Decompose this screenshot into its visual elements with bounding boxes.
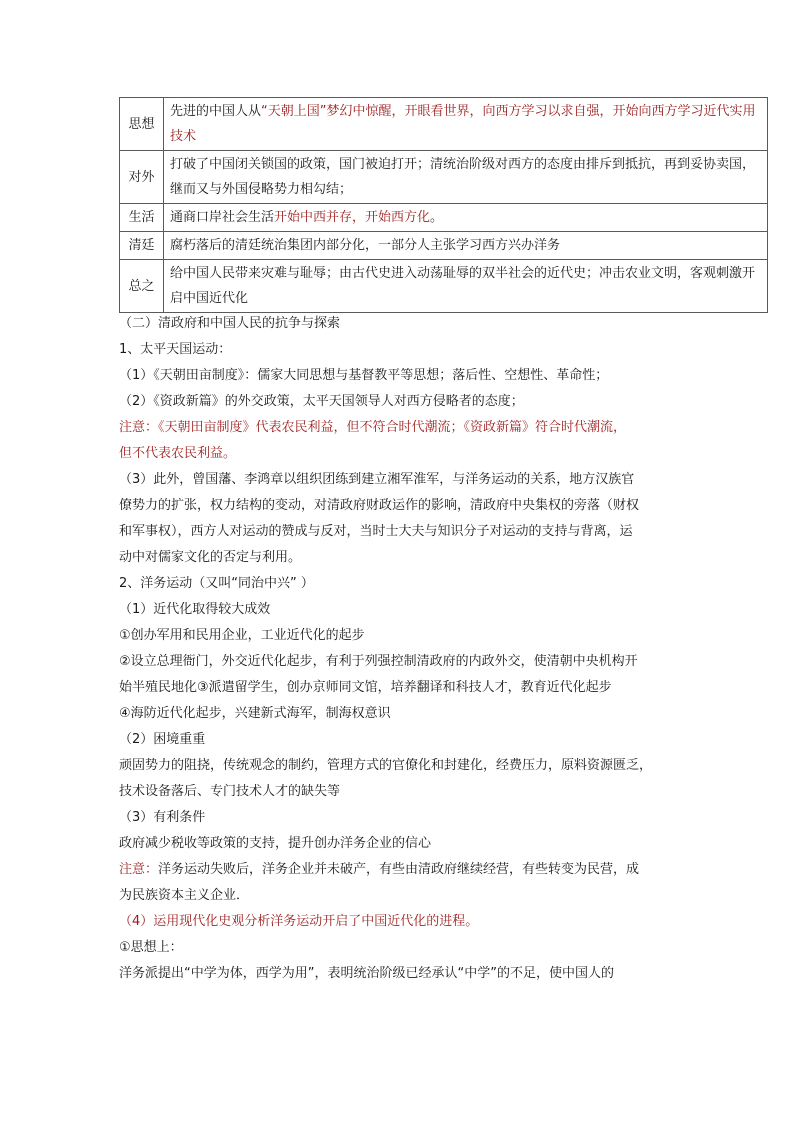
table-row <box>120 98 768 151</box>
text-line <box>119 623 679 649</box>
body-text-run: 为民族资本主义企业． <box>119 888 250 903</box>
body-text-run: 2、洋务运动（又叫“同治中兴” ） <box>119 576 314 591</box>
emphasis-text: （4）运用现代化史观分析洋务运动开启了中国近代化的进程。 <box>119 914 479 929</box>
body-text-run: 动中对儒家文化的否定与利用。 <box>119 550 302 565</box>
body-text-run: 始半殖民地化③派遣留学生，创办京师同文馆，培养翻译和科技人才，教育近代化起步 <box>119 680 612 695</box>
body-text-run: ①创办军用和民用企业，工业近代化的起步 <box>119 628 365 643</box>
text-line <box>119 779 679 805</box>
row-heading: 清廷 <box>120 232 164 260</box>
body-text-run: （2）《资政新篇》的外交政策，太平天国领导人对西方侵略者的态度； <box>119 394 524 409</box>
impact-summary-table <box>119 97 768 313</box>
text-line <box>119 597 679 623</box>
body-text-run: 1、太平天国运动： <box>119 342 232 357</box>
body-text-run: 顽固势力的阻挠，传统观念的制约，管理方式的官僚化和封建化，经费压力，原料资源匮乏， <box>119 758 653 773</box>
text-line <box>119 337 679 363</box>
body-text-run: （2）困境重重 <box>119 732 206 747</box>
text-line <box>119 727 679 753</box>
document-body-text <box>119 311 679 987</box>
body-text-run: （1）近代化取得较大成效 <box>119 602 271 617</box>
text-line <box>119 519 679 545</box>
text-line <box>119 701 679 727</box>
body-text-run: 和军事权），西方人对运动的赞成与反对，当时士大夫与知识分子对运动的支持与背离，运 <box>119 524 633 539</box>
table-row <box>120 260 768 313</box>
emphasis-text: 注意：《天朝田亩制度》代表农民利益，但不符合时代潮流；《资政新篇》符合时代潮流， <box>119 420 627 435</box>
text-line <box>119 961 679 987</box>
text-line <box>119 831 679 857</box>
row-heading: 思想 <box>120 98 164 151</box>
table-row <box>120 232 768 260</box>
emphasis-text: 但不代表农民利益。 <box>119 446 237 461</box>
emphasis-text: 开始中西并存，开始西方化 <box>274 210 431 225</box>
row-heading: 对外 <box>120 151 164 204</box>
body-text-run: 。 <box>430 210 444 225</box>
text-line <box>119 441 679 467</box>
text-line <box>119 675 679 701</box>
row-content <box>164 98 768 151</box>
text-line <box>119 545 679 571</box>
body-text-run: （3）此外，曾国藩、李鸿章以组织团练到建立湘军淮军，与洋务运动的关系，地方汉族官 <box>119 472 635 487</box>
text-line <box>119 649 679 675</box>
body-text-run: ②设立总理衙门，外交近代化起步，有利于列强控制清政府的内政外交，使清朝中央机构开 <box>119 654 638 669</box>
text-line <box>119 935 679 961</box>
body-text-run: 政府减少税收等政策的支持，提升创办洋务企业的信心 <box>119 836 432 851</box>
body-text-run: （二）清政府和中国人民的抗争与探索 <box>119 316 341 331</box>
body-text-run: 洋务派提出“中学为体，西学为用”，表明统治阶级已经承认“中学”的不足，使中国人的 <box>119 966 614 981</box>
text-line <box>119 857 679 883</box>
table-row <box>120 204 768 232</box>
body-text-run: 给中国人民带来灾难与耻辱；由古代史进入动荡耻辱的双半社会的近代史；冲击农业文明，客观刺激开启中国近代化 <box>170 266 756 306</box>
row-heading: 生活 <box>120 204 164 232</box>
body-text-run: 僚势力的扩张，权力结构的变动，对清政府财政运作的影响，清政府中央集权的旁落（财权 <box>119 498 640 513</box>
body-text-run: ①思想上： <box>119 940 183 955</box>
text-line <box>119 363 679 389</box>
row-content <box>164 204 768 232</box>
body-text-run: ④海防近代化起步，兴建新式海军，制海权意识 <box>119 706 391 721</box>
text-line <box>119 805 679 831</box>
text-line <box>119 571 679 597</box>
body-text-run: 打破了中国闭关锁国的政策，国门被迫打开；清统治阶级对西方的态度由排斥到抵抗，再到妥协卖国，继而又与外国侵略势力相勾结； <box>170 157 756 197</box>
text-line <box>119 493 679 519</box>
text-line <box>119 909 679 935</box>
row-heading: 总之 <box>120 260 164 313</box>
body-text-run: 通商口岸社会生活 <box>170 210 275 225</box>
body-text-run: 洋务运动失败后，洋务企业并未破产，有些由清政府继续经营，有些转变为民营，成 <box>158 862 640 877</box>
body-text-run: 技术设备落后、专门技术人才的缺失等 <box>119 784 341 799</box>
row-content <box>164 260 768 313</box>
row-content <box>164 151 768 204</box>
body-text-run: （3）有利条件 <box>119 810 206 825</box>
body-text-run: 腐朽落后的清廷统治集团内部分化，一部分人主张学习西方兴办洋务 <box>170 238 561 253</box>
text-line <box>119 753 679 779</box>
emphasis-text: “天朝上国”梦幻中惊醒，开眼看世界，向西方学习以求自强，开始向西方学习近代实用技术 <box>170 104 756 144</box>
text-line <box>119 467 679 493</box>
table-row <box>120 151 768 204</box>
body-text-run: （1）《天朝田亩制度》：儒家大同思想与基督教平等思想；落后性、空想性、革命性； <box>119 368 609 383</box>
text-line <box>119 311 679 337</box>
emphasis-text: 注意： <box>119 862 159 877</box>
row-content <box>164 232 768 260</box>
text-line <box>119 415 679 441</box>
body-text-run: 先进的中国人从 <box>170 104 262 119</box>
text-line <box>119 883 679 909</box>
text-line <box>119 389 679 415</box>
